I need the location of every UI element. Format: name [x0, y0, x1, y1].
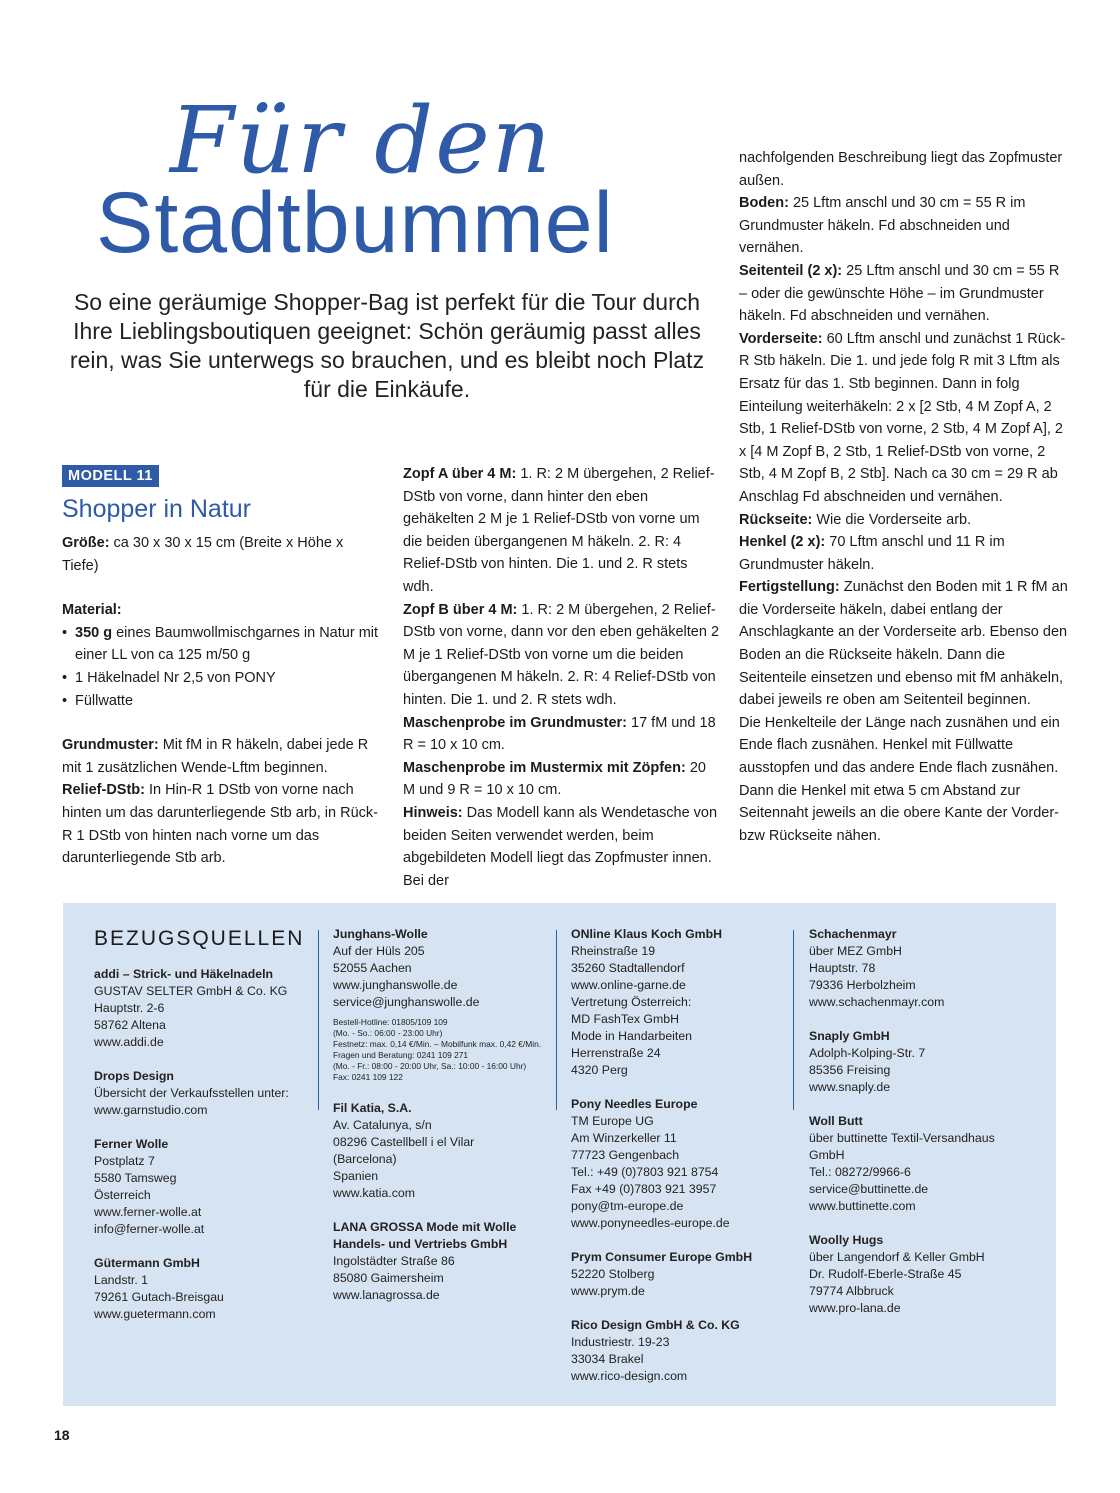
rueckseite-paragraph — [739, 509, 1069, 532]
page-number: 18 — [54, 1427, 70, 1443]
vorderseite-paragraph — [739, 328, 1069, 509]
vorderseite-text: 60 Lftm anschl und zunächst 1 Rück-R Stb häkeln. Die 1. und jede folg R mit 3 Lftm als Ersatz für das 1. Stb beginnen. Dann in folg Einteilung weiterhäkeln: 2 x [2 Stb, 4 M Zopf A, 2 Stb, 1 Relief-DStb von vorne, 2 Stb, 4 M Zopf A], 2 x [4 M Zopf B, 2 Stb, 1 Relief-DStb von vorne, 2 Stb, 4 M Zopf B, 2 Stb]. Nach ca 30 cm = 29 R ab Anschlag Fd abschneiden und vernähen. — [739, 330, 1066, 505]
rueckseite-label: Rückseite: — [739, 511, 813, 528]
boden-label: Boden: — [739, 195, 789, 212]
supplier-line: Spanien — [333, 1169, 379, 1183]
supplier-line: Postplatz 7 — [94, 1154, 155, 1168]
supplier-line: GUSTAV SELTER GmbH & Co. KG — [94, 984, 288, 998]
probe-mix-paragraph — [403, 757, 721, 802]
supplier-line: TM Europe UG — [571, 1114, 654, 1128]
hotline-info — [333, 1017, 551, 1083]
supplier-line: 08296 Castellbell i el Vilar — [333, 1135, 475, 1149]
supplier-name: addi – Strick- und Häkelnadeln — [94, 967, 274, 981]
zopf-b-label: Zopf B über 4 M: — [403, 601, 518, 618]
fertigstellung-label: Fertigstellung: — [739, 579, 840, 596]
sources-list — [571, 926, 786, 1385]
supplier-line: 58762 Altena — [94, 1018, 166, 1032]
supplier-name: Fil Katia, S.A. — [333, 1101, 412, 1115]
supplier-line: Dr. Rudolf-Eberle-Straße 45 — [809, 1267, 962, 1281]
boden-text: 25 Lftm anschl und 30 cm = 55 R im Grundmuster häkeln. Fd abschneiden und vernähen. — [739, 195, 1026, 257]
supplier-line: 52055 Aachen — [333, 961, 412, 975]
henkel-paragraph — [739, 531, 1069, 576]
supplier-entry — [571, 926, 786, 1079]
supplier-line: Mode in Handarbeiten — [571, 1029, 692, 1043]
hotline-line: (Mo. - Fr.: 08:00 - 20:00 Uhr, Sa.: 10:00 - 16:00 Uhr) — [333, 1061, 527, 1071]
supplier-line: 33034 Brakel — [571, 1352, 644, 1366]
supplier-name: Snaply GmbH — [809, 1029, 890, 1043]
relief-paragraph — [62, 779, 382, 869]
hotline-line: Bestell-Hotline: 01805/109 109 — [333, 1017, 448, 1027]
supplier-line: www.addi.de — [94, 1035, 164, 1049]
material-item — [62, 622, 382, 667]
supplier-name: ONline Klaus Koch GmbH — [571, 927, 722, 941]
zopf-a-paragraph — [403, 463, 721, 599]
material-text: Füllwatte — [75, 692, 134, 709]
sources-column-4 — [809, 926, 1029, 1334]
supplier-line: Österreich — [94, 1188, 151, 1202]
sources-list — [94, 966, 309, 1323]
supplier-line: service@junghanswolle.de — [333, 995, 480, 1009]
supplier-entry — [94, 966, 309, 1051]
supplier-line: 79261 Gutach-Breisgau — [94, 1290, 224, 1304]
material-item — [62, 667, 382, 690]
supplier-name: Schachenmayr — [809, 927, 897, 941]
supplier-line: Auf der Hüls 205 — [333, 944, 425, 958]
zopf-a-label: Zopf A über 4 M: — [403, 466, 517, 482]
supplier-name: Woolly Hugs — [809, 1233, 884, 1247]
supplier-entry — [333, 1100, 551, 1202]
vorderseite-label: Vorderseite: — [739, 330, 823, 347]
sources-column-1 — [94, 926, 309, 1340]
supplier-line: über Langendorf & Keller GmbH — [809, 1250, 985, 1264]
supplier-entry — [333, 1219, 551, 1304]
sources-list — [333, 926, 551, 1304]
henkel-text: 70 Lftm anschl und 11 R im Grundmuster häkeln. — [739, 534, 1005, 573]
supplier-line: über buttinette Textil-Versandhaus GmbH — [809, 1131, 995, 1162]
supplier-line: 35260 Stadtallendorf — [571, 961, 685, 975]
material-label: Material: — [62, 602, 122, 619]
supplier-line: service@buttinette.de — [809, 1182, 929, 1196]
supplier-entry — [809, 926, 1029, 1011]
sources-divider — [793, 930, 794, 1110]
supplier-line: www.buttinette.com — [809, 1199, 916, 1213]
continuation-paragraph: nachfolgenden Beschreibung liegt das Zopfmuster außen. — [739, 150, 1063, 189]
supplier-line: 79336 Herbolzheim — [809, 978, 916, 992]
supplier-line: www.garnstudio.com — [94, 1103, 208, 1117]
supplier-line: Hauptstr. 78 — [809, 961, 876, 975]
supplier-line: Herrenstraße 24 — [571, 1046, 661, 1060]
supplier-entry — [94, 1136, 309, 1238]
supplier-line: Am Winzerkeller 11 — [571, 1131, 677, 1145]
supplier-entry — [94, 1068, 309, 1119]
supplier-entry — [94, 1255, 309, 1323]
material-heading — [62, 599, 382, 622]
zopf-a-text: 1. R: 2 M übergehen, 2 Relief-DStb von vorne, dann hinter den eben gehäkelten 2 M je 1 Relief-DStb von vorne um die beiden übergangenen M häkeln. 2. R: 4 Relief-DStb von hinten. Die 1. und 2. R stets wdh. — [403, 466, 715, 595]
supplier-name: Prym Consumer Europe GmbH — [571, 1250, 753, 1264]
supplier-line: 52220 Stolberg — [571, 1267, 655, 1281]
supplier-line: www.ferner-wolle.at — [94, 1205, 202, 1219]
supplier-line: www.online-garne.de — [571, 978, 686, 992]
supplier-entry — [809, 1232, 1029, 1317]
material-amount: 350 g — [75, 624, 113, 641]
instructions-column-1 — [62, 532, 382, 870]
material-text: eines Baumwollmischgarnes in Natur mit einer LL von ca 125 m/50 g — [75, 624, 379, 664]
supplier-line: 85356 Freising — [809, 1063, 891, 1077]
instructions-column-2 — [403, 463, 721, 892]
supplier-line: 85080 Gaimersheim — [333, 1271, 444, 1285]
supplier-line: Übersicht der Verkaufsstellen unter: — [94, 1086, 289, 1100]
title-main-line: Stadtbummel — [96, 175, 614, 271]
supplier-line: Industriestr. 19-23 — [571, 1335, 670, 1349]
henkel-label: Henkel (2 x): — [739, 534, 826, 551]
supplier-line: www.lanagrossa.de — [333, 1288, 440, 1302]
supplier-line: 5580 Tamsweg — [94, 1171, 177, 1185]
supplier-line: Rheinstraße 19 — [571, 944, 656, 958]
supplier-line: 77723 Gengenbach — [571, 1148, 680, 1162]
grundmuster-label: Grundmuster: — [62, 737, 159, 754]
probe-grund-paragraph — [403, 712, 721, 757]
supplier-line: 79774 Albbruck — [809, 1284, 894, 1298]
probe-grund-text: 17 fM und 18 R = 10 x 10 cm. — [403, 714, 716, 754]
supplier-line: www.rico-design.com — [571, 1369, 688, 1383]
supplier-line: Av. Catalunya, s/n — [333, 1118, 432, 1132]
fertigstellung-text: Zunächst den Boden mit 1 R fM an die Vorderseite häkeln, dabei entlang der Anschlagkante an der Vorderseite arb. Ebenso den Boden an die Rückseite häkeln. Dann die Seitenteile einsetzen und ebenso mit fM anhäkeln, dabei jeweils re oben am Seitenteil beginnen. — [739, 579, 1068, 709]
hinweis-paragraph — [403, 802, 721, 892]
grundmuster-paragraph — [62, 734, 382, 779]
supplier-line: www.katia.com — [333, 1186, 416, 1200]
material-text: 1 Häkelnadel Nr 2,5 von PONY — [75, 669, 276, 686]
instructions-column-3 — [739, 147, 1069, 847]
hotline-line: Festnetz: max. 0,14 €/Min. – Mobilfunk max. 0,42 €/Min. — [333, 1039, 542, 1049]
supplier-name: LANA GROSSA Mode mit Wolle Handels- und Vertriebs GmbH — [333, 1220, 517, 1251]
supplier-name: Gütermann GmbH — [94, 1256, 200, 1270]
supplier-line: Vertretung Österreich: — [571, 995, 692, 1009]
supplier-line: info@ferner-wolle.at — [94, 1222, 205, 1236]
supplier-entry — [571, 1317, 786, 1385]
probe-mix-text: 20 M und 9 R = 10 x 10 cm. — [403, 759, 706, 799]
grundmuster-text: Mit fM in R häkeln, dabei jede R mit 1 zusätzlichen Wende-Lftm beginnen. — [62, 737, 369, 776]
supplier-line: Ingolstädter Straße 86 — [333, 1254, 455, 1268]
hotline-line: (Mo. - So.: 06:00 - 23:00 Uhr) — [333, 1028, 443, 1038]
size-text: ca 30 x 30 x 15 cm (Breite x Höhe x Tiefe) — [62, 535, 344, 574]
supplier-entry — [809, 1113, 1029, 1215]
supplier-entry — [571, 1096, 786, 1232]
supplier-line: Tel.: +49 (0)7803 921 8754 — [571, 1165, 719, 1179]
boden-paragraph — [739, 192, 1069, 260]
seitenteil-paragraph — [739, 260, 1069, 328]
title-script-line: Für den — [170, 87, 553, 194]
supplier-line: www.junghanswolle.de — [333, 978, 458, 992]
material-list — [62, 622, 382, 712]
supplier-entry — [571, 1249, 786, 1300]
seitenteil-text: 25 Lftm anschl und 30 cm = 55 R – oder die gewünschte Höhe – im Grundmuster häkeln. Fd abschneiden und vernähen. — [739, 262, 1060, 325]
supplier-entry — [333, 926, 551, 1083]
size-label: Größe: — [62, 535, 110, 551]
hinweis-text: Das Modell kann als Wendetasche von beiden Seiten verwendet werden, beim abgebildeten Modell liegt das Zopfmuster innen. Bei der — [403, 804, 718, 889]
fertigstellung-paragraph — [739, 576, 1069, 712]
probe-mix-label: Maschenprobe im Mustermix mit Zöpfen: — [403, 759, 686, 776]
supplier-line: Fax +49 (0)7803 921 3957 — [571, 1182, 717, 1196]
supplier-name: Pony Needles Europe — [571, 1097, 698, 1111]
rueckseite-text: Wie die Vorderseite arb. — [812, 511, 972, 528]
hotline-line: Fax: 0241 109 122 — [333, 1072, 403, 1082]
supplier-line: Adolph-Kolping-Str. 7 — [809, 1046, 926, 1060]
supplier-line: pony@tm-europe.de — [571, 1199, 684, 1213]
supplier-line: www.snaply.de — [809, 1080, 891, 1094]
zopf-b-paragraph — [403, 599, 721, 712]
supplier-line: www.prym.de — [571, 1284, 645, 1298]
supplier-line: www.pro-lana.de — [809, 1301, 901, 1315]
seitenteil-label: Seitenteil (2 x): — [739, 262, 843, 279]
supplier-line: www.ponyneedles-europe.de — [571, 1216, 730, 1230]
supplier-line: 4320 Perg — [571, 1063, 628, 1077]
supplier-name: Ferner Wolle — [94, 1137, 169, 1151]
supplier-line: Landstr. 1 — [94, 1273, 149, 1287]
supplier-name: Rico Design GmbH & Co. KG — [571, 1318, 740, 1332]
intro-text: So eine geräumige Shopper-Bag ist perfekt für die Tour durch Ihre Lieblingsboutiquen geeignet: Schön geräumig passt alles rein, was Sie unterwegs so brauchen, und es bleibt noch Platz für die Einkäufe. — [69, 289, 705, 402]
supplier-entry — [809, 1028, 1029, 1096]
sources-column-2 — [333, 926, 551, 1321]
relief-label: Relief-DStb: — [62, 782, 145, 799]
supplier-line: MD FashTex GmbH — [571, 1012, 679, 1026]
sources-title: BEZUGSQUELLEN — [94, 927, 305, 950]
hinweis-label: Hinweis: — [403, 804, 463, 821]
model-badge: MODELL 11 — [62, 465, 159, 487]
supplier-line: Hauptstr. 2-6 — [94, 1001, 165, 1015]
supplier-line: über MEZ GmbH — [809, 944, 902, 958]
size-paragraph — [62, 532, 382, 577]
hotline-line: Fragen und Beratung: 0241 109 271 — [333, 1050, 469, 1060]
sources-divider — [556, 930, 557, 1110]
supplier-name: Woll Butt — [809, 1114, 863, 1128]
material-item — [62, 690, 382, 713]
fertigstellung-paragraph-2: Die Henkelteile der Länge nach zusnähen und ein Ende flach zusnähen. Henkel mit Füllwatte ausstopfen und das andere Ende flach zusnähen. Dann die Henkel mit etwa 5 cm Abstand zur Seitennaht jeweils an die obere Kante der Vorder- bzw Rückseite nähen. — [739, 714, 1060, 844]
zopf-b-text: 1. R: 2 M übergehen, 2 Relief-DStb von vorne, dann vor den eben gehäkelten 2 M je 1 Relief-DStb von vorne um die beiden übergangenen M häkeln. 2. R: 4 Relief-DStb von hinten. Die 1. und 2. R stets wdh. — [403, 601, 720, 708]
supplier-line: (Barcelona) — [333, 1152, 397, 1166]
supplier-line: Tel.: 08272/9966-6 — [809, 1165, 911, 1179]
relief-text: In Hin-R 1 DStb von vorne nach hinten um das darunterliegende Stb arb, in Rück-R 1 DStb von hinten nach vorne um das darunterliegende Stb arb. — [62, 782, 378, 867]
supplier-line: www.schachenmayr.com — [809, 995, 945, 1009]
probe-grund-label: Maschenprobe im Grundmuster: — [403, 714, 627, 731]
sources-divider — [318, 930, 319, 1110]
sources-column-3 — [571, 926, 786, 1402]
supplier-name: Junghans-Wolle — [333, 927, 428, 941]
model-name: Shopper in Natur — [62, 495, 252, 523]
supplier-name: Drops Design — [94, 1069, 174, 1083]
sources-list — [809, 926, 1029, 1317]
supplier-line: www.guetermann.com — [94, 1307, 216, 1321]
